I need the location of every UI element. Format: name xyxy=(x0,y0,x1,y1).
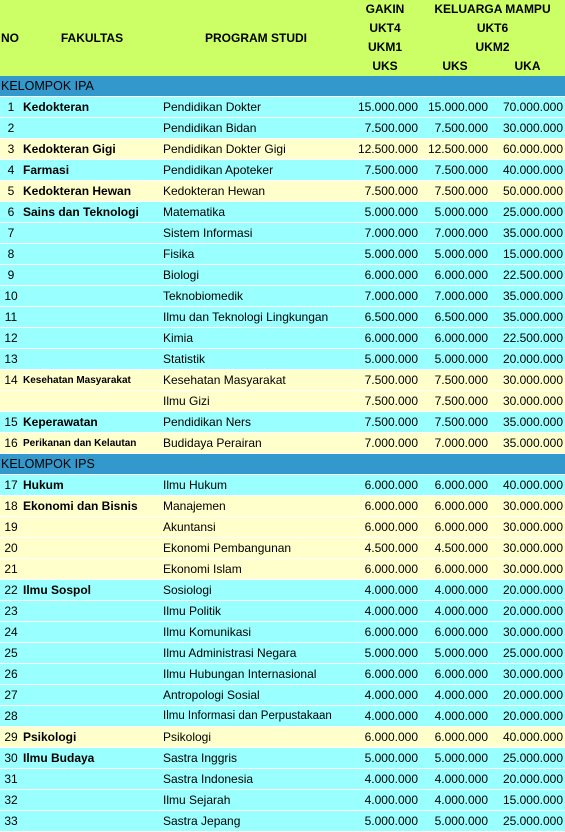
table-row xyxy=(0,580,565,601)
row-mampu-uka: 30.000.000 xyxy=(490,622,565,643)
row-gakin-uks: 5.000.000 xyxy=(350,811,420,832)
row-program-studi: Ilmu Sejarah xyxy=(162,790,350,811)
header-program-studi: PROGRAM STUDI xyxy=(162,0,350,76)
row-gakin-uks: 7.500.000 xyxy=(350,370,420,391)
row-no: 18 xyxy=(0,496,22,517)
row-fakultas xyxy=(22,244,162,265)
row-mampu-uka: 35.000.000 xyxy=(490,223,565,244)
row-program-studi: Ilmu Gizi xyxy=(162,391,350,412)
row-fakultas: Kesehatan Masyarakat xyxy=(22,370,162,391)
table-row xyxy=(0,622,565,643)
table-row xyxy=(0,118,565,139)
row-gakin-uks: 4.000.000 xyxy=(350,601,420,622)
row-fakultas: Ekonomi dan Bisnis xyxy=(22,496,162,517)
row-mampu-uka: 25.000.000 xyxy=(490,643,565,664)
row-mampu-uks: 5.000.000 xyxy=(420,202,490,223)
row-gakin-uks: 4.000.000 xyxy=(350,706,420,727)
row-no: 27 xyxy=(0,685,22,706)
row-mampu-uka: 35.000.000 xyxy=(490,286,565,307)
table-row xyxy=(0,517,565,538)
row-mampu-uks: 7.500.000 xyxy=(420,370,490,391)
row-gakin-uks: 6.000.000 xyxy=(350,475,420,496)
row-no: 2 xyxy=(0,118,22,139)
row-mampu-uks: 4.000.000 xyxy=(420,580,490,601)
row-mampu-uka: 35.000.000 xyxy=(490,433,565,454)
row-fakultas xyxy=(22,118,162,139)
row-mampu-uks: 6.000.000 xyxy=(420,727,490,748)
row-fakultas xyxy=(22,223,162,244)
table-row xyxy=(0,706,565,727)
table-row xyxy=(0,244,565,265)
row-mampu-uka: 30.000.000 xyxy=(490,118,565,139)
row-no: 33 xyxy=(0,811,22,832)
header-fakultas: FAKULTAS xyxy=(22,0,162,76)
row-mampu-uka: 30.000.000 xyxy=(490,370,565,391)
row-fakultas xyxy=(22,286,162,307)
row-fakultas: Hukum xyxy=(22,475,162,496)
row-no: 25 xyxy=(0,643,22,664)
row-program-studi: Pendidikan Dokter xyxy=(162,97,350,118)
table-row xyxy=(0,391,565,412)
row-fakultas xyxy=(22,769,162,790)
row-mampu-uka: 15.000.000 xyxy=(490,244,565,265)
row-fakultas xyxy=(22,811,162,832)
table-row xyxy=(0,790,565,811)
row-program-studi: Teknobiomedik xyxy=(162,286,350,307)
row-mampu-uks: 5.000.000 xyxy=(420,811,490,832)
row-no: 9 xyxy=(0,265,22,286)
row-fakultas: Perikanan dan Kelautan xyxy=(22,433,162,454)
row-program-studi: Biologi xyxy=(162,265,350,286)
row-gakin-uks: 5.000.000 xyxy=(350,244,420,265)
row-mampu-uka: 25.000.000 xyxy=(490,748,565,769)
table-row xyxy=(0,412,565,433)
table-row xyxy=(0,307,565,328)
table-header xyxy=(0,0,565,76)
row-gakin-uks: 7.000.000 xyxy=(350,433,420,454)
row-mampu-uks: 15.000.000 xyxy=(420,97,490,118)
header-ukm2: UKM2 xyxy=(420,38,565,57)
row-mampu-uka: 40.000.000 xyxy=(490,475,565,496)
row-fakultas: Keperawatan xyxy=(22,412,162,433)
row-mampu-uks: 4.000.000 xyxy=(420,601,490,622)
row-mampu-uks: 4.500.000 xyxy=(420,538,490,559)
row-program-studi: Ekonomi Islam xyxy=(162,559,350,580)
row-mampu-uka: 20.000.000 xyxy=(490,601,565,622)
row-gakin-uks: 6.000.000 xyxy=(350,265,420,286)
row-mampu-uks: 4.000.000 xyxy=(420,685,490,706)
row-program-studi: Kimia xyxy=(162,328,350,349)
row-mampu-uks: 6.000.000 xyxy=(420,265,490,286)
row-fakultas xyxy=(22,622,162,643)
row-fakultas: Kedokteran Hewan xyxy=(22,181,162,202)
table-row xyxy=(0,370,565,391)
row-no: 7 xyxy=(0,223,22,244)
row-fakultas xyxy=(22,559,162,580)
row-fakultas xyxy=(22,328,162,349)
row-no: 32 xyxy=(0,790,22,811)
row-program-studi: Budidaya Perairan xyxy=(162,433,350,454)
row-program-studi: Psikologi xyxy=(162,727,350,748)
table-row xyxy=(0,496,565,517)
table-row xyxy=(0,328,565,349)
row-no: 6 xyxy=(0,202,22,223)
row-fakultas: Ilmu Sospol xyxy=(22,580,162,601)
row-no: 21 xyxy=(0,559,22,580)
row-mampu-uks: 6.500.000 xyxy=(420,307,490,328)
row-mampu-uka: 25.000.000 xyxy=(490,811,565,832)
table-row xyxy=(0,349,565,370)
row-gakin-uks: 7.500.000 xyxy=(350,118,420,139)
row-fakultas xyxy=(22,601,162,622)
row-mampu-uka: 22.500.000 xyxy=(490,328,565,349)
row-mampu-uks: 7.500.000 xyxy=(420,391,490,412)
row-mampu-uka: 20.000.000 xyxy=(490,769,565,790)
row-gakin-uks: 6.000.000 xyxy=(350,727,420,748)
row-no: 31 xyxy=(0,769,22,790)
row-no: 14 xyxy=(0,370,22,391)
header-ukt4: UKT4 xyxy=(350,19,420,38)
row-mampu-uks: 7.500.000 xyxy=(420,181,490,202)
row-mampu-uka: 50.000.000 xyxy=(490,181,565,202)
row-mampu-uka: 40.000.000 xyxy=(490,727,565,748)
row-program-studi: Pendidikan Dokter Gigi xyxy=(162,139,350,160)
row-mampu-uka: 35.000.000 xyxy=(490,307,565,328)
row-program-studi: Matematika xyxy=(162,202,350,223)
header-uks-mampu: UKS xyxy=(420,57,490,76)
row-gakin-uks: 5.000.000 xyxy=(350,643,420,664)
row-gakin-uks: 15.000.000 xyxy=(350,97,420,118)
row-mampu-uka: 22.500.000 xyxy=(490,265,565,286)
row-program-studi: Fisika xyxy=(162,244,350,265)
row-program-studi: Kesehatan Masyarakat xyxy=(162,370,350,391)
row-mampu-uka: 20.000.000 xyxy=(490,706,565,727)
row-no: 22 xyxy=(0,580,22,601)
row-no: 13 xyxy=(0,349,22,370)
row-fakultas xyxy=(22,664,162,685)
row-mampu-uks: 7.500.000 xyxy=(420,118,490,139)
ips-section xyxy=(0,454,565,832)
row-no: 4 xyxy=(0,160,22,181)
row-program-studi: Pendidikan Bidan xyxy=(162,118,350,139)
row-fakultas: Kedokteran Gigi xyxy=(22,139,162,160)
row-fakultas xyxy=(22,685,162,706)
row-program-studi: Sosiologi xyxy=(162,580,350,601)
table-row xyxy=(0,265,565,286)
group-label-ipa: KELOMPOK IPA xyxy=(0,76,565,97)
row-program-studi: Sastra Jepang xyxy=(162,811,350,832)
row-mampu-uks: 6.000.000 xyxy=(420,328,490,349)
row-program-studi: Manajemen xyxy=(162,496,350,517)
row-fakultas xyxy=(22,391,162,412)
row-gakin-uks: 6.000.000 xyxy=(350,622,420,643)
table-row xyxy=(0,223,565,244)
table-row xyxy=(0,769,565,790)
group-row-ipa xyxy=(0,76,565,97)
row-mampu-uka: 70.000.000 xyxy=(490,97,565,118)
row-mampu-uka: 60.000.000 xyxy=(490,139,565,160)
row-mampu-uka: 30.000.000 xyxy=(490,517,565,538)
row-mampu-uka: 30.000.000 xyxy=(490,664,565,685)
row-gakin-uks: 7.500.000 xyxy=(350,391,420,412)
row-fakultas xyxy=(22,307,162,328)
table-row xyxy=(0,601,565,622)
table-row xyxy=(0,538,565,559)
row-gakin-uks: 6.500.000 xyxy=(350,307,420,328)
group-label-ips: KELOMPOK IPS xyxy=(0,454,565,475)
row-no xyxy=(0,391,22,412)
row-mampu-uks: 5.000.000 xyxy=(420,349,490,370)
row-gakin-uks: 12.500.000 xyxy=(350,139,420,160)
row-no: 5 xyxy=(0,181,22,202)
row-mampu-uka: 20.000.000 xyxy=(490,349,565,370)
header-uks-gakin: UKS xyxy=(350,57,420,76)
row-program-studi: Ilmu dan Teknologi Lingkungan xyxy=(162,307,350,328)
table-row xyxy=(0,475,565,496)
row-mampu-uks: 5.000.000 xyxy=(420,244,490,265)
row-no: 3 xyxy=(0,139,22,160)
table-row xyxy=(0,811,565,832)
row-mampu-uka: 20.000.000 xyxy=(490,685,565,706)
row-mampu-uks: 7.500.000 xyxy=(420,160,490,181)
row-no: 12 xyxy=(0,328,22,349)
row-mampu-uks: 4.000.000 xyxy=(420,790,490,811)
row-program-studi: Ilmu Hukum xyxy=(162,475,350,496)
row-mampu-uks: 6.000.000 xyxy=(420,475,490,496)
row-gakin-uks: 4.000.000 xyxy=(350,769,420,790)
table-row xyxy=(0,202,565,223)
row-mampu-uks: 7.000.000 xyxy=(420,433,490,454)
row-gakin-uks: 7.000.000 xyxy=(350,223,420,244)
row-no: 23 xyxy=(0,601,22,622)
table-row xyxy=(0,643,565,664)
row-fakultas: Sains dan Teknologi xyxy=(22,202,162,223)
row-gakin-uks: 6.000.000 xyxy=(350,328,420,349)
row-gakin-uks: 7.000.000 xyxy=(350,286,420,307)
row-gakin-uks: 6.000.000 xyxy=(350,664,420,685)
row-mampu-uka: 15.000.000 xyxy=(490,790,565,811)
row-mampu-uks: 4.000.000 xyxy=(420,706,490,727)
row-gakin-uks: 4.000.000 xyxy=(350,685,420,706)
row-mampu-uks: 7.500.000 xyxy=(420,412,490,433)
row-program-studi: Pendidikan Apoteker xyxy=(162,160,350,181)
row-mampu-uka: 25.000.000 xyxy=(490,202,565,223)
ipa-section xyxy=(0,76,565,454)
row-fakultas: Kedokteran xyxy=(22,97,162,118)
row-mampu-uka: 30.000.000 xyxy=(490,391,565,412)
row-program-studi: Ilmu Politik xyxy=(162,601,350,622)
table-row xyxy=(0,748,565,769)
row-program-studi: Antropologi Sosial xyxy=(162,685,350,706)
row-mampu-uks: 7.000.000 xyxy=(420,223,490,244)
table-row xyxy=(0,559,565,580)
row-program-studi: Ilmu Informasi dan Perpustakaan xyxy=(162,706,350,727)
row-no: 24 xyxy=(0,622,22,643)
header-keluarga-mampu: KELUARGA MAMPU xyxy=(420,0,565,19)
row-program-studi: Sastra Indonesia xyxy=(162,769,350,790)
header-ukt6: UKT6 xyxy=(420,19,565,38)
row-fakultas xyxy=(22,643,162,664)
table-row xyxy=(0,139,565,160)
row-mampu-uks: 6.000.000 xyxy=(420,496,490,517)
row-program-studi: Sistem Informasi xyxy=(162,223,350,244)
table-row xyxy=(0,160,565,181)
row-no: 15 xyxy=(0,412,22,433)
row-program-studi: Ilmu Komunikasi xyxy=(162,622,350,643)
row-fakultas xyxy=(22,790,162,811)
table-row xyxy=(0,433,565,454)
header-no: NO xyxy=(0,0,22,76)
row-gakin-uks: 4.000.000 xyxy=(350,580,420,601)
row-no: 1 xyxy=(0,97,22,118)
row-mampu-uks: 4.000.000 xyxy=(420,769,490,790)
row-no: 17 xyxy=(0,475,22,496)
row-program-studi: Statistik xyxy=(162,349,350,370)
row-fakultas xyxy=(22,706,162,727)
row-mampu-uks: 6.000.000 xyxy=(420,664,490,685)
row-no: 10 xyxy=(0,286,22,307)
row-mampu-uks: 6.000.000 xyxy=(420,517,490,538)
row-fakultas xyxy=(22,538,162,559)
row-gakin-uks: 6.000.000 xyxy=(350,496,420,517)
row-gakin-uks: 4.500.000 xyxy=(350,538,420,559)
table-row xyxy=(0,685,565,706)
row-mampu-uka: 20.000.000 xyxy=(490,580,565,601)
row-gakin-uks: 5.000.000 xyxy=(350,202,420,223)
table-row xyxy=(0,286,565,307)
row-gakin-uks: 4.000.000 xyxy=(350,790,420,811)
row-no: 8 xyxy=(0,244,22,265)
row-no: 20 xyxy=(0,538,22,559)
row-no: 26 xyxy=(0,664,22,685)
row-gakin-uks: 7.500.000 xyxy=(350,181,420,202)
row-fakultas: Psikologi xyxy=(22,727,162,748)
row-mampu-uks: 6.000.000 xyxy=(420,622,490,643)
row-mampu-uka: 30.000.000 xyxy=(490,496,565,517)
row-mampu-uks: 5.000.000 xyxy=(420,643,490,664)
row-no: 16 xyxy=(0,433,22,454)
row-fakultas: Farmasi xyxy=(22,160,162,181)
row-mampu-uks: 7.000.000 xyxy=(420,286,490,307)
row-no: 30 xyxy=(0,748,22,769)
row-fakultas xyxy=(22,517,162,538)
row-gakin-uks: 6.000.000 xyxy=(350,517,420,538)
row-program-studi: Ilmu Hubungan Internasional xyxy=(162,664,350,685)
row-fakultas xyxy=(22,349,162,370)
header-uka: UKA xyxy=(490,57,565,76)
row-program-studi: Ekonomi Pembangunan xyxy=(162,538,350,559)
row-gakin-uks: 7.500.000 xyxy=(350,160,420,181)
row-mampu-uks: 12.500.000 xyxy=(420,139,490,160)
row-gakin-uks: 5.000.000 xyxy=(350,349,420,370)
row-no: 11 xyxy=(0,307,22,328)
row-mampu-uka: 40.000.000 xyxy=(490,160,565,181)
table-row xyxy=(0,727,565,748)
row-program-studi: Kedokteran Hewan xyxy=(162,181,350,202)
row-mampu-uks: 5.000.000 xyxy=(420,748,490,769)
row-program-studi: Sastra Inggris xyxy=(162,748,350,769)
header-gakin: GAKIN xyxy=(350,0,420,19)
header-ukm1: UKM1 xyxy=(350,38,420,57)
row-no: 28 xyxy=(0,706,22,727)
table-row xyxy=(0,97,565,118)
row-no: 29 xyxy=(0,727,22,748)
row-mampu-uka: 30.000.000 xyxy=(490,559,565,580)
table-row xyxy=(0,181,565,202)
row-program-studi: Akuntansi xyxy=(162,517,350,538)
row-program-studi: Pendidikan Ners xyxy=(162,412,350,433)
row-program-studi: Ilmu Administrasi Negara xyxy=(162,643,350,664)
row-mampu-uks: 6.000.000 xyxy=(420,559,490,580)
group-row-ips xyxy=(0,454,565,475)
row-gakin-uks: 5.000.000 xyxy=(350,748,420,769)
row-gakin-uks: 7.500.000 xyxy=(350,412,420,433)
row-no: 19 xyxy=(0,517,22,538)
row-fakultas xyxy=(22,265,162,286)
row-mampu-uka: 30.000.000 xyxy=(490,538,565,559)
row-gakin-uks: 6.000.000 xyxy=(350,559,420,580)
row-fakultas: Ilmu Budaya xyxy=(22,748,162,769)
row-mampu-uka: 35.000.000 xyxy=(490,412,565,433)
table-row xyxy=(0,664,565,685)
